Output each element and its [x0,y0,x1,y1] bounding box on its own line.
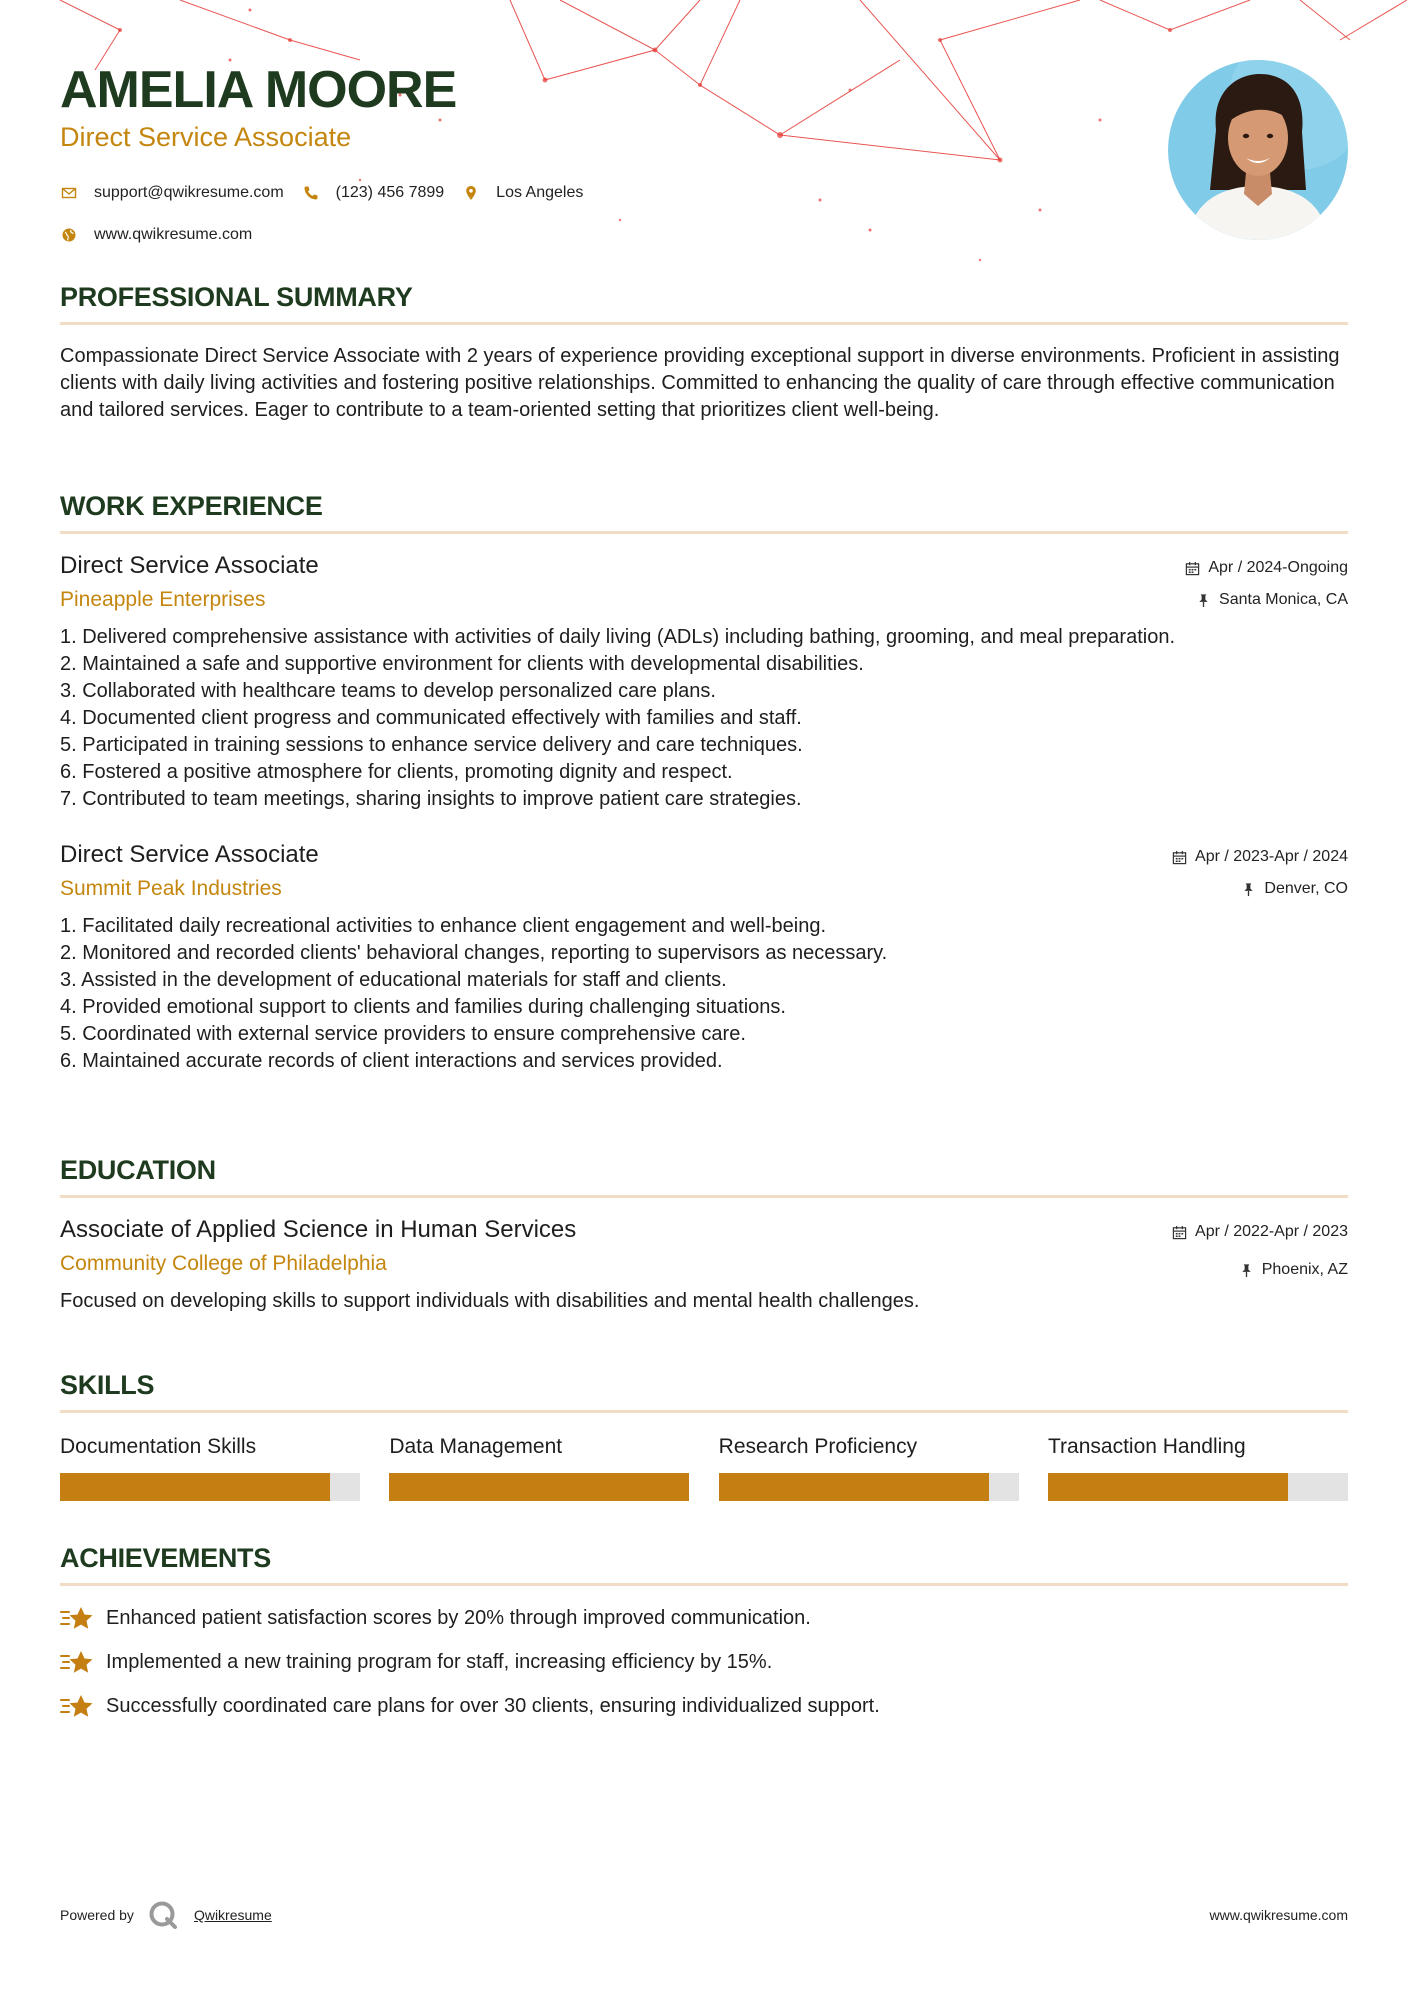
achievement-text: Successfully coordinated care plans for over 30 clients, ensuring individualized support. [106,1694,880,1717]
company-name: Summit Peak Industries [60,877,282,900]
education-section [60,1153,1348,1315]
brand-link[interactable]: Qwikresume [193,1907,272,1923]
star-badge-icon [60,1648,94,1676]
experience-heading: WORK EXPERIENCE [60,491,323,521]
qwikresume-logo-icon [148,1900,178,1930]
skill-bar-fill [1048,1473,1288,1501]
calendar-icon [1172,1225,1187,1240]
website-item[interactable] [60,226,252,244]
section-divider [60,1410,1348,1413]
education-dates: Apr / 2022-Apr / 2023 [1195,1223,1348,1240]
phone-icon [302,184,320,202]
section-divider [60,1583,1348,1586]
job-dates: Apr / 2024-Ongoing [1208,559,1348,576]
skills-list [60,1433,1348,1501]
pushpin-icon [1241,882,1256,897]
list-item: 6. Fostered a positive atmosphere for clients, promoting dignity and respect. [60,761,733,783]
skill-bar-fill [389,1473,689,1501]
calendar-icon [1185,561,1200,576]
list-item: 2. Monitored and recorded clients' behavioral changes, reporting to supervisors as necessary. [60,942,888,964]
skill-label: Research Proficiency [718,1435,918,1458]
location-item [462,184,583,202]
achievements-section [60,1541,1348,1722]
resume-header [60,60,601,250]
job-bullets [60,913,1348,1075]
contact-row [60,178,601,208]
education-heading: EDUCATION [60,1155,216,1185]
location-text: Los Angeles [496,184,584,201]
skill-label: Documentation Skills [60,1435,257,1458]
job-location: Santa Monica, CA [1219,591,1348,608]
skill-bar-fill [719,1473,989,1501]
map-pin-icon [462,184,480,202]
skills-heading: SKILLS [60,1370,155,1400]
job-meta [1172,839,1348,901]
experience-section [60,489,1348,1075]
job-title: Direct Service Associate [60,841,319,868]
company-name: Pineapple Enterprises [60,588,266,611]
education-entry [60,1214,1348,1315]
pushpin-icon [1196,593,1211,608]
job-entry [60,839,1348,1075]
candidate-name: AMELIA MOORE [60,61,457,119]
skill-item [389,1433,689,1501]
globe-icon [60,226,78,244]
education-location: Phoenix, AZ [1261,1261,1348,1278]
list-item [60,1690,1348,1722]
profile-photo [1168,60,1348,240]
list-item: 5. Participated in training sessions to enhance service delivery and care techniques. [60,734,803,756]
job-dates: Apr / 2023-Apr / 2024 [1195,848,1348,865]
education-meta [1172,1214,1348,1282]
pushpin-icon [1239,1263,1254,1278]
list-item: 3. Collaborated with healthcare teams to develop personalized care plans. [60,680,716,702]
calendar-icon [1172,850,1187,865]
list-item: 2. Maintained a safe and supportive environment for clients with developmental disabilities. [60,653,864,675]
summary-heading: PROFESSIONAL SUMMARY [60,282,413,312]
list-item: 4. Provided emotional support to clients and families during challenging situations. [60,996,786,1018]
page-footer [60,1895,1348,1935]
school-name: Community College of Philadelphia [60,1252,387,1275]
skill-bar [1048,1473,1348,1501]
achievement-text: Implemented a new training program for staff, increasing efficiency by 15%. [106,1650,773,1673]
candidate-title: Direct Service Associate [60,122,352,152]
achievement-text: Enhanced patient satisfaction scores by 20% through improved communication. [106,1606,811,1629]
list-item [60,1602,1348,1634]
website-text[interactable]: www.qwikresume.com [94,226,253,243]
phone-text[interactable]: (123) 456 7899 [335,184,445,201]
section-divider [60,322,1348,325]
list-item: 7. Contributed to team meetings, sharing insights to improve patient care strategies. [60,788,802,810]
skill-item [60,1433,360,1501]
skill-bar [60,1473,360,1501]
skill-bar [719,1473,1019,1501]
email-text[interactable]: support@qwikresume.com [94,184,284,201]
skills-section [60,1368,1348,1501]
skill-item [1048,1433,1348,1501]
list-item: 1. Facilitated daily recreational activities to enhance client engagement and well-being. [60,915,827,937]
job-bullets [60,624,1348,813]
email-item[interactable] [60,184,284,202]
section-divider [60,1195,1348,1198]
degree-title: Associate of Applied Science in Human Services [60,1216,577,1243]
powered-by-text: Powered by [60,1907,134,1923]
list-item: 5. Coordinated with external service providers to ensure comprehensive care. [60,1023,746,1045]
skill-bar [389,1473,689,1501]
summary-text: Compassionate Direct Service Associate with 2 years of experience providing exceptional support in diverse environments. Proficient in assisting clients with daily living activities and fostering positive relationships. Committed to enhancing the quality of care through effective communication and tailored services. Eager to contribute to a team-oriented setting that prioritizes client well-being. [60,345,1340,421]
footer-website[interactable]: www.qwikresume.com [1209,1907,1348,1923]
skill-label: Data Management [389,1435,563,1458]
skill-item [719,1433,1019,1501]
list-item: 1. Delivered comprehensive assistance with activities of daily living (ADLs) including bathing, grooming, and meal preparation. [60,626,1176,648]
list-item: 6. Maintained accurate records of client interactions and services provided. [60,1050,723,1072]
list-item: 4. Documented client progress and communicated effectively with families and staff. [60,707,802,729]
list-item [60,1646,1348,1678]
achievements-heading: ACHIEVEMENTS [60,1543,271,1573]
contact-row-web [60,220,601,250]
job-meta [1185,550,1348,612]
achievements-list [60,1602,1348,1722]
section-divider [60,531,1348,534]
envelope-icon [60,184,78,202]
skill-label: Transaction Handling [1047,1435,1246,1458]
powered-by [60,1900,272,1930]
summary-section [60,280,1348,424]
job-entry [60,550,1348,813]
phone-item[interactable] [302,184,445,202]
education-description: Focused on developing skills to support individuals with disabilities and mental health challenges. [60,1290,920,1312]
star-badge-icon [60,1604,94,1632]
star-badge-icon [60,1692,94,1720]
skill-bar-fill [60,1473,330,1501]
list-item: 3. Assisted in the development of educational materials for staff and clients. [60,969,727,991]
job-title: Direct Service Associate [60,552,319,579]
job-location: Denver, CO [1264,880,1348,897]
